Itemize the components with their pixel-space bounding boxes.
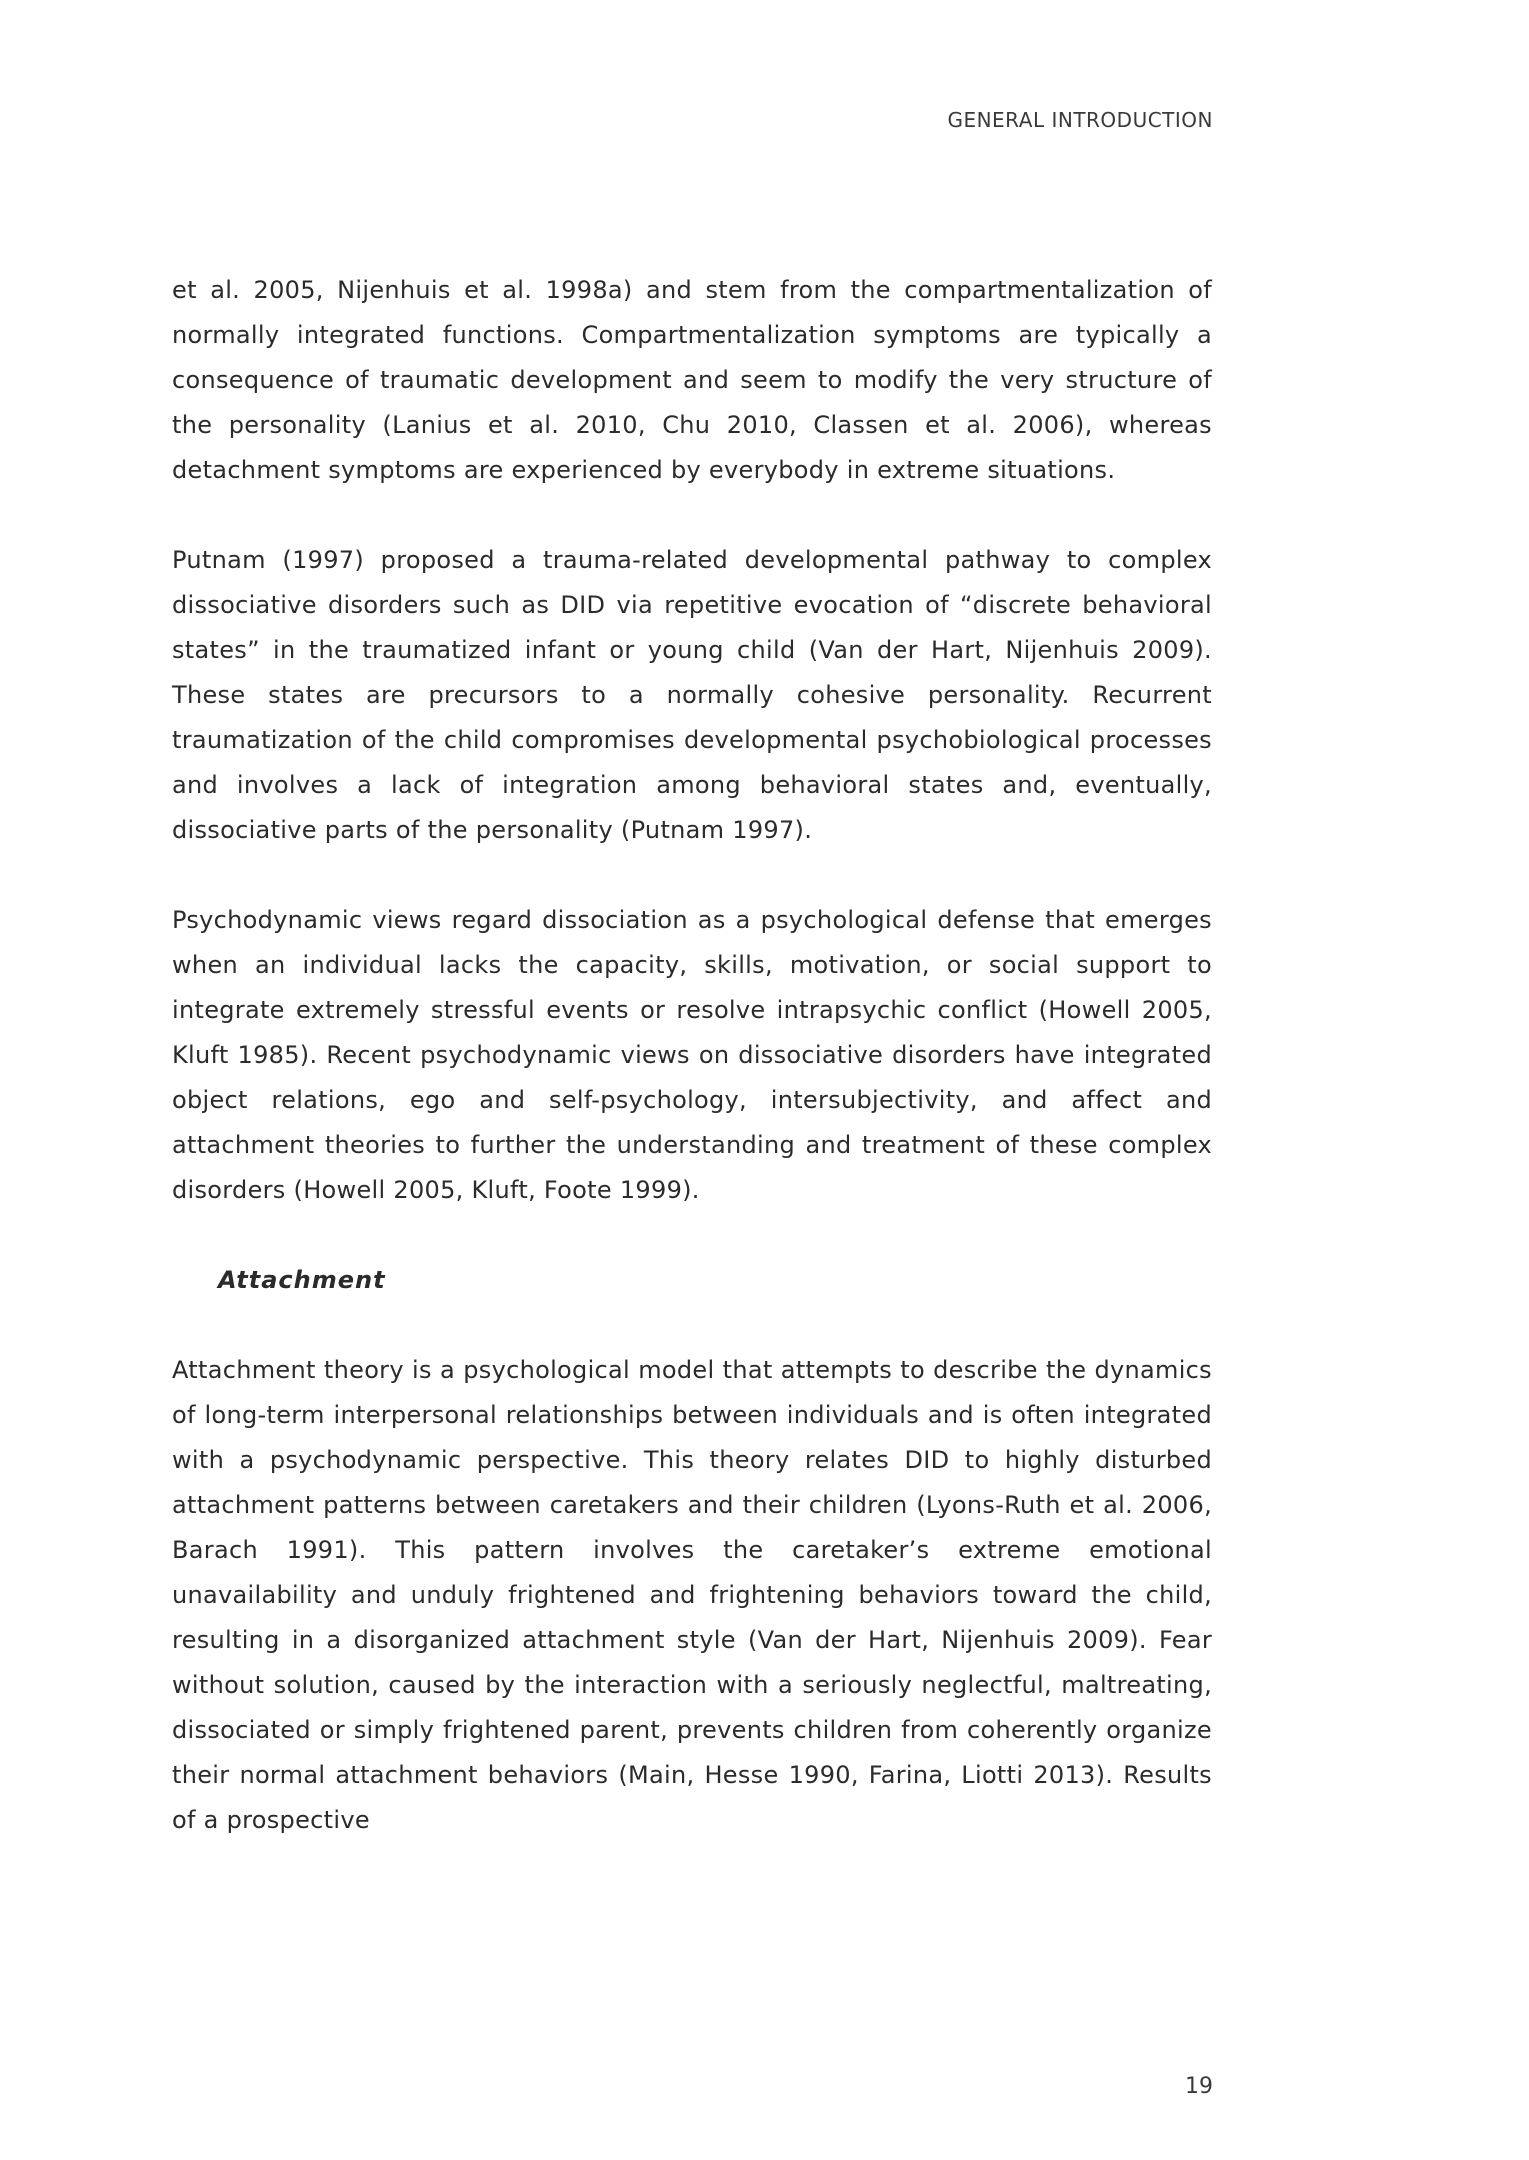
running-header: GENERAL INTRODUCTION: [947, 108, 1213, 132]
paragraph-psychodynamic: Psychodynamic views regard dissociation as a psychological defense that emerges when an individual lacks the capacity, skills, motivation, or social support to integrate extremely stressful events or resolve intrapsychic conflict (Howell 2005, Kluft 1985). Recent psychodynamic views on dissociative disorders have integrated object relations, ego and self-psychology, intersubjectivity, and affect and attachment theories to further the understanding and treatment of these complex disorders (Howell 2005, Kluft, Foote 1999).: [172, 906, 1212, 1204]
paragraph-putnam: Putnam (1997) proposed a trauma-related developmental pathway to complex dissociative disorders such as DID via repetitive evocation of “discrete behavioral states” in the traumatized infant or young child (Van der Hart, Nijenhuis 2009). These states are precursors to a normally cohesive personality. Recurrent traumatization of the child compromises developmental psychobiological processes and involves a lack of integration among behavioral states and, eventually, dissociative parts of the personality (Putnam 1997).: [172, 546, 1212, 844]
page-body: [172, 268, 1212, 1888]
page-number: 19: [1185, 2074, 1213, 2099]
paragraph-compartmentalization: et al. 2005, Nijenhuis et al. 1998a) and stem from the compartmentalization of normally integrated functions. Compartmentalization symptoms are typically a consequence of traumatic development and seem to modify the very structure of the personality (Lanius et al. 2010, Chu 2010, Classen et al. 2006), whereas detachment symptoms are experienced by everybody in extreme situations.: [172, 276, 1212, 484]
paragraph-attachment-theory: Attachment theory is a psychological model that attempts to describe the dynamics of long-term interpersonal relationships between individuals and is often integrated with a psychodynamic perspective. This theory relates DID to highly disturbed attachment patterns between caretakers and their children (Lyons-Ruth et al. 2006, Barach 1991). This pattern involves the caretaker’s extreme emotional unavailability and unduly frightened and frightening behaviors toward the child, resulting in a disorganized attachment style (Van der Hart, Nijenhuis 2009). Fear without solution, caused by the interaction with a seriously neglectful, maltreating, dissociated or simply frightened parent, prevents children from coherently organize their normal attachment behaviors (Main, Hesse 1990, Farina, Liotti 2013). Results of a prospective: [172, 1356, 1212, 1834]
section-heading-attachment: Attachment: [218, 1266, 386, 1294]
